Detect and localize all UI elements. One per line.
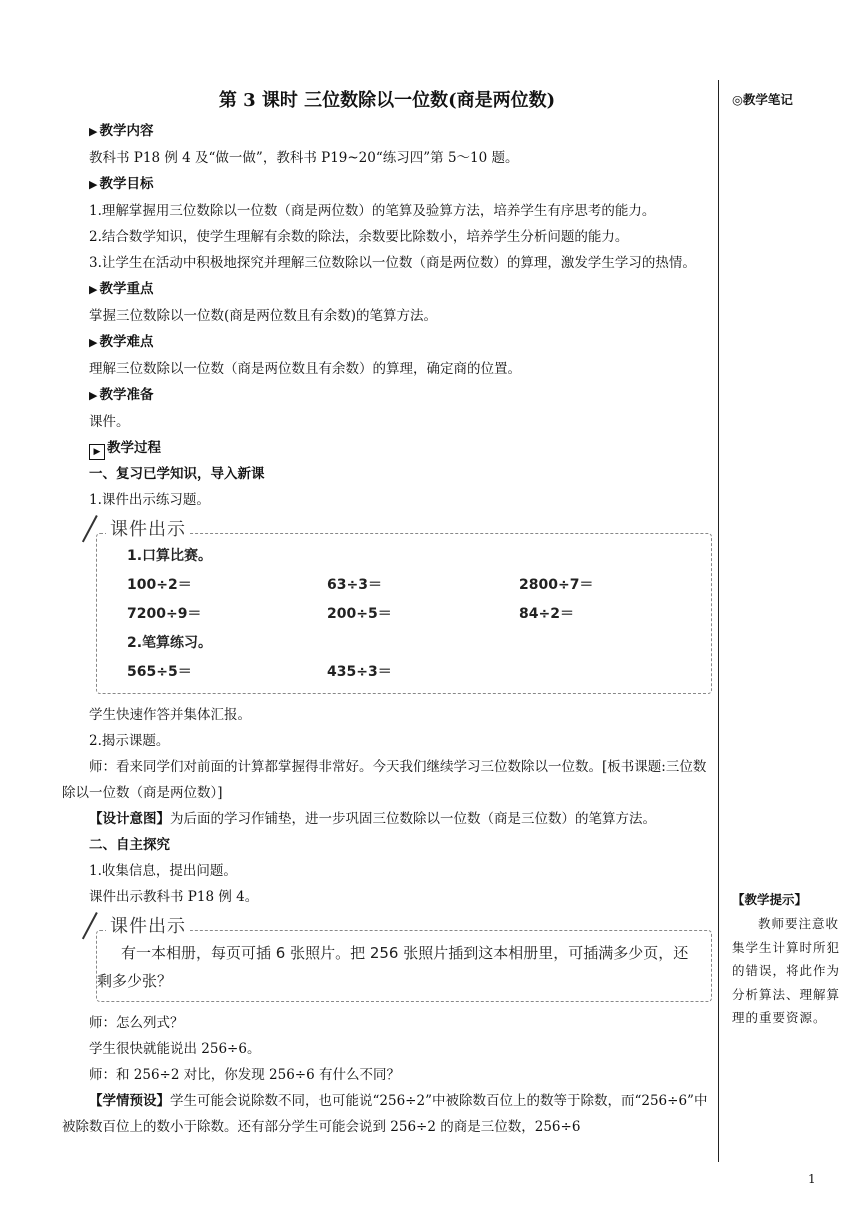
design-intent: 【设计意图】为后面的学习作铺垫，进一步巩固三位数除以一位数（商是三位数）的笔算方法。 bbox=[89, 811, 656, 827]
part2-step1: 1.收集信息，提出问题。 bbox=[89, 863, 237, 879]
part1-step2: 2.揭示课题。 bbox=[89, 733, 170, 749]
heading-key: ▶ 教学重点 bbox=[89, 281, 154, 297]
main-content bbox=[62, 86, 712, 1140]
content-text: 教科书 P18 例 4 及“做一做”，教科书 P19~20“练习四”第 5～10 题。 bbox=[89, 150, 519, 166]
triangle-icon: ▶ bbox=[89, 389, 98, 402]
part1-step1: 1.课件出示练习题。 bbox=[89, 492, 210, 508]
callout-label: 课件出示 bbox=[96, 916, 712, 940]
part1-teacher: 师：看来同学们对前面的计算都掌握得非常好。今天我们继续学习三位数除以一位数。[板书课题:三位数除以一位数（商是两位数）] bbox=[62, 759, 707, 801]
problem: 200÷5＝ bbox=[327, 606, 392, 622]
part2-heading: 二、自主探究 bbox=[89, 837, 170, 853]
problem: 100÷2＝ bbox=[127, 577, 192, 593]
part1-heading: 一、复习已学知识，导入新课 bbox=[89, 466, 265, 482]
goal-3: 3.让学生在活动中积极地探究并理解三位数除以一位数（商是两位数）的算理，激发学生学习的热情。 bbox=[89, 255, 696, 271]
part2-q2: 师：和 256÷2 对比，你发现 256÷6 有什么不同？ bbox=[89, 1067, 401, 1083]
problem: 565÷5＝ bbox=[127, 664, 192, 680]
example-callout bbox=[96, 916, 712, 1002]
preset-text: 【学情预设】学生可能会说除数不同，也可能说“256÷2”中被除数百位上的数等于除数，而“256÷6”中被除数百位上的数小于除数。还有部分学生可能会说到 256÷2 的商是三位数，256÷6 bbox=[62, 1093, 708, 1135]
problem: 2800÷7＝ bbox=[519, 577, 594, 593]
slash-icon bbox=[82, 515, 98, 542]
key-text: 掌握三位数除以一位数(商是两位数且有余数)的笔算方法。 bbox=[89, 308, 438, 324]
goal-1: 1.理解掌握用三位数除以一位数（商是两位数）的笔算及验算方法，培养学生有序思考的能力。 bbox=[89, 203, 656, 219]
callout-label: 课件出示 bbox=[96, 519, 712, 543]
page-title: 第 3 课时 三位数除以一位数(商是两位数) bbox=[218, 90, 556, 111]
slash-icon bbox=[82, 912, 98, 939]
part2-show: 课件出示教科书 P18 例 4。 bbox=[89, 889, 259, 905]
notes-heading: ◎教学笔记 bbox=[732, 92, 793, 107]
exercise-box bbox=[96, 533, 712, 694]
prep-text: 课件。 bbox=[89, 414, 130, 430]
problem: 435÷3＝ bbox=[327, 664, 392, 680]
exercise1-title: 1.口算比赛。 bbox=[127, 548, 213, 564]
triangle-icon: ▶ bbox=[89, 283, 98, 296]
hint-heading: 【教学提示】 bbox=[732, 892, 808, 907]
hint-text: 教师要注意收集学生计算时所犯的错误，将此作为分析算法、理解算理的重要资源。 bbox=[732, 916, 841, 1025]
problem: 84÷2＝ bbox=[519, 606, 574, 622]
heading-goals: ▶ 教学目标 bbox=[89, 176, 154, 192]
triangle-icon: ▶ bbox=[89, 178, 98, 191]
page-number: 1 bbox=[808, 1172, 816, 1186]
heading-difficulty: ▶ 教学难点 bbox=[89, 334, 154, 350]
exercise2-title: 2.笔算练习。 bbox=[127, 635, 213, 651]
margin-divider bbox=[718, 80, 719, 1162]
problem: 7200÷9＝ bbox=[127, 606, 202, 622]
goal-2: 2.结合数学知识，使学生理解有余数的除法，余数要比除数小，培养学生分析问题的能力。 bbox=[89, 229, 629, 245]
triangle-icon: ▶ bbox=[89, 125, 98, 138]
part1-after: 学生快速作答并集体汇报。 bbox=[89, 707, 251, 723]
part2-a1: 学生很快就能说出 256÷6。 bbox=[89, 1041, 261, 1057]
part2-q1: 师：怎么列式？ bbox=[89, 1015, 184, 1031]
difficulty-text: 理解三位数除以一位数（商是两位数且有余数）的算理，确定商的位置。 bbox=[89, 361, 521, 377]
exercise1-row1 bbox=[127, 571, 701, 600]
boxed-play-icon: ▶ bbox=[89, 444, 105, 460]
exercise1-row2 bbox=[127, 600, 701, 629]
exercise-callout bbox=[96, 519, 712, 694]
heading-process: ▶ 教学过程 bbox=[62, 435, 712, 461]
example-box: 有一本相册，每页可插 6 张照片。把 256 张照片插到这本相册里，可插满多少页，还剩多少张？ bbox=[96, 930, 712, 1002]
exercise2-row bbox=[127, 658, 701, 687]
heading-prep: ▶ 教学准备 bbox=[89, 387, 154, 403]
heading-content: ▶ 教学内容 bbox=[89, 123, 154, 139]
triangle-icon: ▶ bbox=[89, 336, 98, 349]
problem: 63÷3＝ bbox=[327, 577, 382, 593]
